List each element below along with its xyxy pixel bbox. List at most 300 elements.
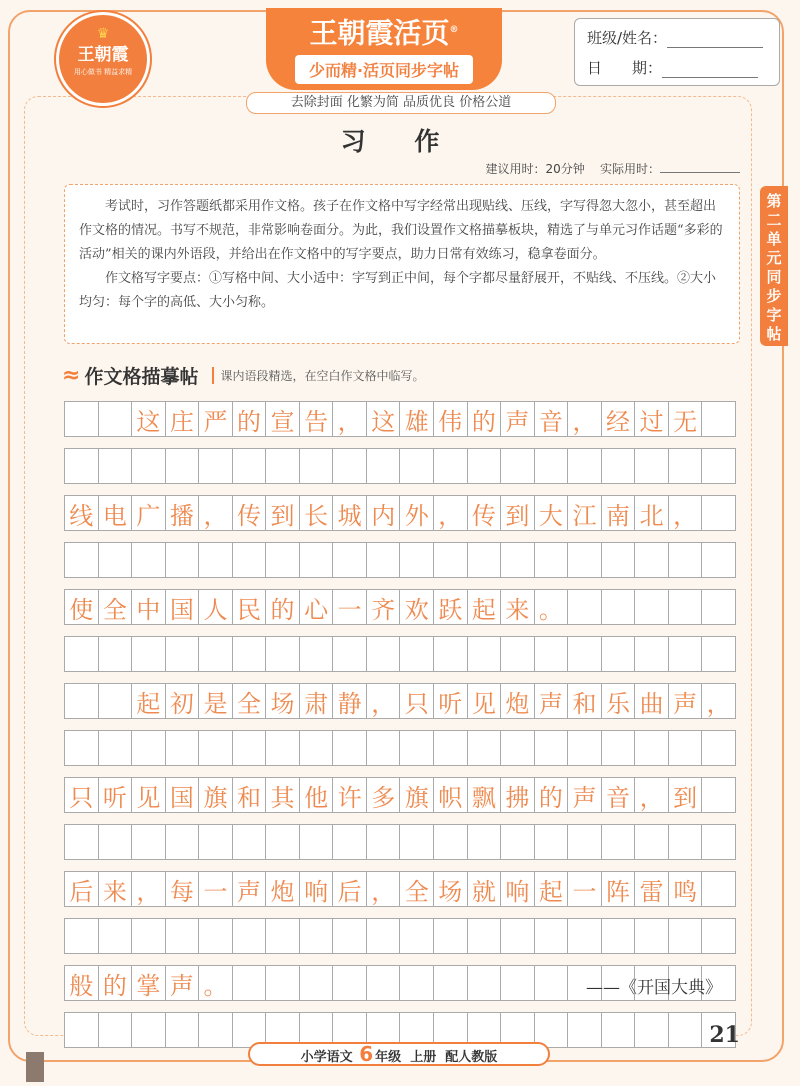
grid-cell[interactable] — [467, 448, 502, 484]
grid-cell[interactable] — [500, 918, 535, 954]
grid-cell[interactable] — [701, 448, 736, 484]
grid-cell[interactable] — [701, 918, 736, 954]
grid-cell[interactable] — [668, 824, 703, 860]
grid-cell[interactable] — [299, 730, 334, 766]
grid-cell[interactable] — [601, 636, 636, 672]
grid-cell[interactable] — [467, 542, 502, 578]
composition-grid — [64, 402, 736, 1060]
grid-cell[interactable]: 的 — [534, 777, 569, 813]
grid-cell[interactable] — [332, 448, 367, 484]
grid-cell[interactable]: 长 — [299, 495, 334, 531]
section-note: 课内语段精选，在空白作文格中临写。 — [212, 367, 424, 384]
grid-cell[interactable] — [64, 1012, 99, 1048]
grid-cell[interactable] — [198, 542, 233, 578]
grid-cell[interactable] — [433, 918, 468, 954]
grid-cell[interactable]: 肃 — [299, 683, 334, 719]
grid-cell[interactable] — [98, 401, 133, 437]
grid-cell[interactable]: 阵 — [601, 871, 636, 907]
grid-cell[interactable]: ， — [634, 777, 669, 813]
grid-cell[interactable]: 播 — [165, 495, 200, 531]
suggested-time: 建议用时：20分钟 — [485, 162, 585, 176]
grid-cell[interactable] — [299, 824, 334, 860]
grid-cell[interactable] — [567, 1012, 602, 1048]
grid-cell[interactable]: 的 — [232, 401, 267, 437]
grid-cell[interactable] — [366, 448, 401, 484]
grid-cell[interactable] — [534, 918, 569, 954]
grid-cell[interactable] — [567, 448, 602, 484]
grid-cell[interactable] — [265, 542, 300, 578]
grid-cell[interactable] — [98, 683, 133, 719]
grid-cell[interactable] — [399, 965, 434, 1001]
grid-cell[interactable]: 和 — [567, 683, 602, 719]
grid-cell[interactable] — [668, 542, 703, 578]
grid-cell[interactable]: 后 — [64, 871, 99, 907]
intro-paragraph: 考试时，习作答题纸都采用作文格。孩子在作文格中写字经常出现贴线、压线，字写得忽大忽小，甚至超出作文格的情况。书写不规范，非常影响卷面分。为此，我们设置作文格描摹板块，精选了与单元习作话题“多彩的活动”相关的课内外语段，并给出在作文格中的写字要点，助力日常有效练习，稳拿卷面分。 — [79, 199, 723, 262]
grid-cell[interactable] — [131, 1012, 166, 1048]
grid-cell[interactable] — [534, 824, 569, 860]
grid-cell[interactable]: 场 — [433, 871, 468, 907]
grid-cell[interactable]: 般 — [64, 965, 99, 1001]
actual-time-label: 实际用时： — [599, 162, 660, 176]
grid-cell[interactable] — [299, 918, 334, 954]
grid-cell[interactable] — [668, 918, 703, 954]
grid-row — [64, 496, 736, 531]
grid-cell[interactable]: 线 — [64, 495, 99, 531]
grid-cell[interactable]: 旗 — [399, 777, 434, 813]
grid-cell[interactable]: 过 — [634, 401, 669, 437]
grid-cell[interactable] — [165, 824, 200, 860]
grid-cell[interactable] — [634, 636, 669, 672]
grid-cell[interactable]: 告 — [299, 401, 334, 437]
grid-row — [64, 543, 736, 578]
grid-cell[interactable]: 。 — [534, 589, 569, 625]
grid-cell[interactable]: 一 — [332, 589, 367, 625]
grid-cell[interactable]: 其 — [265, 777, 300, 813]
grid-cell[interactable] — [701, 636, 736, 672]
grid-cell[interactable]: 见 — [131, 777, 166, 813]
grid-cell[interactable]: ， — [366, 871, 401, 907]
grid-cell[interactable]: 炮 — [500, 683, 535, 719]
grid-cell[interactable]: 这 — [131, 401, 166, 437]
grid-cell[interactable] — [64, 918, 99, 954]
grid-cell[interactable] — [131, 918, 166, 954]
grid-cell[interactable]: 起 — [467, 589, 502, 625]
grid-cell[interactable]: 声 — [500, 401, 535, 437]
grid-cell[interactable]: 每 — [165, 871, 200, 907]
grid-row — [64, 919, 736, 954]
grid-cell[interactable]: 传 — [467, 495, 502, 531]
grid-row — [64, 402, 736, 437]
grid-cell[interactable] — [701, 401, 736, 437]
grid-cell[interactable] — [64, 824, 99, 860]
grid-cell[interactable] — [399, 918, 434, 954]
grid-cell[interactable] — [299, 636, 334, 672]
grid-cell[interactable]: 内 — [366, 495, 401, 531]
grid-cell[interactable] — [601, 589, 636, 625]
grid-cell[interactable] — [131, 448, 166, 484]
grid-cell[interactable]: 和 — [232, 777, 267, 813]
grid-cell[interactable]: 旗 — [198, 777, 233, 813]
grid-cell[interactable]: ， — [198, 495, 233, 531]
grid-cell[interactable] — [433, 730, 468, 766]
banner-title: 王朝霞活页® — [309, 16, 459, 50]
grid-cell[interactable] — [332, 730, 367, 766]
grid-cell[interactable]: 无 — [668, 401, 703, 437]
grid-cell[interactable]: 的 — [467, 401, 502, 437]
grid-cell[interactable] — [701, 824, 736, 860]
grid-row — [64, 778, 736, 813]
grid-cell[interactable] — [567, 730, 602, 766]
grid-cell[interactable] — [64, 636, 99, 672]
grid-cell[interactable] — [98, 730, 133, 766]
grid-cell[interactable] — [634, 589, 669, 625]
grid-cell[interactable]: 雄 — [399, 401, 434, 437]
grid-cell[interactable]: 跃 — [433, 589, 468, 625]
time-hint — [485, 160, 740, 177]
grid-cell[interactable] — [601, 542, 636, 578]
grid-cell[interactable] — [668, 448, 703, 484]
grid-cell[interactable]: 庄 — [165, 401, 200, 437]
grid-cell[interactable] — [332, 965, 367, 1001]
grid-cell[interactable] — [567, 542, 602, 578]
grid-cell[interactable] — [601, 918, 636, 954]
grid-cell[interactable] — [467, 918, 502, 954]
logo-text: 王朝霞 — [77, 45, 129, 65]
writing-tips: 作文格写字要点：①写格中间、大小适中：字写到正中间，每个字都尽量舒展开，不贴线、不压线。②大小均匀：每个字的高低、大小匀称。 — [79, 271, 717, 310]
grid-cell[interactable]: ， — [433, 495, 468, 531]
grid-cell[interactable] — [567, 824, 602, 860]
grid-cell[interactable] — [500, 965, 535, 1001]
grid-cell[interactable]: 他 — [299, 777, 334, 813]
grid-cell[interactable]: 只 — [399, 683, 434, 719]
grid-cell[interactable]: 中 — [131, 589, 166, 625]
grid-cell[interactable] — [366, 824, 401, 860]
grid-cell[interactable]: 声 — [668, 683, 703, 719]
grid-cell[interactable] — [366, 542, 401, 578]
grid-cell[interactable] — [500, 542, 535, 578]
grid-cell[interactable] — [433, 965, 468, 1001]
grid-cell[interactable] — [198, 824, 233, 860]
grid-cell[interactable]: 外 — [399, 495, 434, 531]
grid-cell[interactable] — [366, 730, 401, 766]
grid-cell[interactable] — [98, 448, 133, 484]
grid-cell[interactable]: 。 — [198, 965, 233, 1001]
grid-row — [64, 966, 736, 1001]
grid-cell[interactable]: 是 — [198, 683, 233, 719]
grid-cell[interactable] — [299, 542, 334, 578]
actual-time-field[interactable] — [660, 160, 740, 173]
grid-cell[interactable] — [198, 1012, 233, 1048]
grid-cell[interactable] — [500, 730, 535, 766]
grid-cell[interactable] — [232, 918, 267, 954]
grid-cell[interactable]: 声 — [567, 777, 602, 813]
grid-cell[interactable] — [634, 918, 669, 954]
grid-cell[interactable]: 国 — [165, 589, 200, 625]
grid-cell[interactable]: 的 — [98, 965, 133, 1001]
grid-cell[interactable] — [701, 777, 736, 813]
grid-cell[interactable] — [500, 448, 535, 484]
grid-cell[interactable] — [500, 824, 535, 860]
grid-cell[interactable] — [500, 636, 535, 672]
grid-cell[interactable] — [165, 918, 200, 954]
grid-cell[interactable] — [601, 824, 636, 860]
grid-cell[interactable] — [299, 965, 334, 1001]
grid-cell[interactable]: 的 — [265, 589, 300, 625]
grid-cell[interactable] — [534, 448, 569, 484]
grid-cell[interactable] — [165, 542, 200, 578]
grid-row — [64, 731, 736, 766]
grid-cell[interactable] — [98, 542, 133, 578]
grid-cell[interactable]: 拂 — [500, 777, 535, 813]
grid-cell[interactable]: ， — [366, 683, 401, 719]
grid-cell[interactable]: ， — [131, 871, 166, 907]
grid-cell[interactable]: 帜 — [433, 777, 468, 813]
wave-icon: ≈ — [62, 362, 81, 388]
slogan: 去除封面 化繁为简 品质优良 价格公道 — [246, 92, 556, 114]
grid-cell[interactable]: 见 — [467, 683, 502, 719]
grid-cell[interactable] — [634, 448, 669, 484]
grid-cell[interactable] — [265, 730, 300, 766]
grid-cell[interactable]: 乐 — [601, 683, 636, 719]
grid-cell[interactable]: 音 — [601, 777, 636, 813]
grid-cell[interactable]: 国 — [165, 777, 200, 813]
grid-cell[interactable] — [332, 918, 367, 954]
grid-cell[interactable] — [198, 636, 233, 672]
grid-cell[interactable] — [98, 824, 133, 860]
grid-cell[interactable] — [265, 636, 300, 672]
grid-cell[interactable] — [198, 448, 233, 484]
grid-cell[interactable] — [64, 448, 99, 484]
grid-cell[interactable] — [534, 636, 569, 672]
brand-banner — [266, 8, 502, 90]
grid-cell[interactable]: 齐 — [366, 589, 401, 625]
grid-cell[interactable]: 大 — [534, 495, 569, 531]
grid-cell[interactable]: 就 — [467, 871, 502, 907]
grid-cell[interactable] — [366, 965, 401, 1001]
grid-cell[interactable] — [433, 824, 468, 860]
crown-icon: ♛ — [96, 26, 110, 42]
grid-cell[interactable]: 雷 — [634, 871, 669, 907]
grid-cell[interactable] — [467, 824, 502, 860]
grid-cell[interactable]: 初 — [165, 683, 200, 719]
grid-cell[interactable] — [299, 448, 334, 484]
section-header — [62, 360, 424, 390]
grid-cell[interactable] — [232, 636, 267, 672]
grid-cell[interactable] — [399, 448, 434, 484]
grid-cell[interactable]: 响 — [500, 871, 535, 907]
class-name-field[interactable] — [667, 31, 763, 48]
grid-cell[interactable] — [567, 918, 602, 954]
grid-cell[interactable]: 飘 — [467, 777, 502, 813]
grid-cell[interactable]: 起 — [131, 683, 166, 719]
grid-cell[interactable]: 起 — [534, 871, 569, 907]
grid-cell[interactable] — [433, 448, 468, 484]
grid-cell[interactable]: 电 — [98, 495, 133, 531]
grid-cell[interactable] — [601, 1012, 636, 1048]
grid-cell[interactable]: 来 — [500, 589, 535, 625]
grid-cell[interactable] — [634, 542, 669, 578]
grid-cell[interactable]: 鸣 — [668, 871, 703, 907]
grid-cell[interactable] — [64, 730, 99, 766]
grid-cell[interactable] — [198, 730, 233, 766]
footer-grade-word: 年级 — [375, 1050, 402, 1065]
grid-row — [64, 872, 736, 907]
grid-cell[interactable]: 许 — [332, 777, 367, 813]
grid-cell[interactable]: 场 — [265, 683, 300, 719]
grid-cell[interactable]: 声 — [165, 965, 200, 1001]
grid-cell[interactable]: 传 — [232, 495, 267, 531]
grid-cell[interactable]: 全 — [98, 589, 133, 625]
grid-cell[interactable] — [332, 636, 367, 672]
grid-cell[interactable] — [165, 1012, 200, 1048]
grid-cell[interactable] — [399, 730, 434, 766]
grid-cell[interactable] — [131, 730, 166, 766]
grid-cell[interactable] — [64, 542, 99, 578]
grid-cell[interactable] — [64, 401, 99, 437]
grid-cell[interactable] — [668, 1012, 703, 1048]
date-label: 日 期： — [587, 59, 663, 77]
grid-cell[interactable]: 静 — [332, 683, 367, 719]
grid-cell[interactable] — [131, 542, 166, 578]
grid-cell[interactable] — [332, 542, 367, 578]
grid-cell[interactable]: 曲 — [634, 683, 669, 719]
intro-box — [64, 184, 740, 344]
grid-cell[interactable]: 宣 — [265, 401, 300, 437]
grid-cell[interactable]: 听 — [98, 777, 133, 813]
grid-cell[interactable] — [64, 683, 99, 719]
grid-cell[interactable] — [366, 636, 401, 672]
date-field[interactable] — [662, 61, 758, 78]
grid-cell[interactable] — [366, 918, 401, 954]
grid-cell[interactable]: 掌 — [131, 965, 166, 1001]
grid-cell[interactable] — [634, 824, 669, 860]
grid-cell[interactable] — [265, 918, 300, 954]
grid-cell[interactable]: ， — [332, 401, 367, 437]
grid-cell[interactable]: 全 — [399, 871, 434, 907]
grid-cell[interactable] — [534, 542, 569, 578]
grid-cell[interactable] — [265, 824, 300, 860]
grid-cell[interactable]: 全 — [232, 683, 267, 719]
grid-cell[interactable]: 到 — [668, 777, 703, 813]
grid-cell[interactable] — [467, 730, 502, 766]
grid-cell[interactable] — [232, 542, 267, 578]
grid-cell[interactable]: 一 — [198, 871, 233, 907]
grid-cell[interactable]: 南 — [601, 495, 636, 531]
grid-cell[interactable] — [232, 448, 267, 484]
grid-cell[interactable]: 民 — [232, 589, 267, 625]
grid-cell[interactable] — [668, 730, 703, 766]
grid-cell[interactable]: ， — [701, 683, 736, 719]
unit-side-tab: 第二单元同步字帖 — [760, 186, 788, 346]
grid-cell[interactable] — [634, 730, 669, 766]
footer-edition: 配人教版 — [445, 1050, 498, 1065]
grid-cell[interactable]: ， — [668, 495, 703, 531]
grid-cell[interactable]: 响 — [299, 871, 334, 907]
grid-cell[interactable] — [668, 589, 703, 625]
grid-row — [64, 449, 736, 484]
grid-cell[interactable] — [601, 448, 636, 484]
page-title: 习 作 — [340, 127, 460, 156]
grid-cell[interactable] — [534, 965, 569, 1001]
grid-cell[interactable] — [332, 824, 367, 860]
grid-cell[interactable] — [399, 636, 434, 672]
grid-cell[interactable]: 这 — [366, 401, 401, 437]
grid-cell[interactable] — [399, 824, 434, 860]
grid-cell[interactable] — [668, 636, 703, 672]
grid-cell[interactable] — [433, 542, 468, 578]
grid-cell[interactable]: 经 — [601, 401, 636, 437]
grid-cell[interactable]: 欢 — [399, 589, 434, 625]
grid-cell[interactable]: 使 — [64, 589, 99, 625]
grid-row — [64, 590, 736, 625]
grid-cell[interactable] — [567, 589, 602, 625]
grid-cell[interactable]: 北 — [634, 495, 669, 531]
grid-cell[interactable]: 人 — [198, 589, 233, 625]
grid-cell[interactable] — [165, 636, 200, 672]
grid-cell[interactable]: 听 — [433, 683, 468, 719]
grid-cell[interactable]: 声 — [534, 683, 569, 719]
grid-cell[interactable] — [98, 636, 133, 672]
grid-cell[interactable] — [198, 918, 233, 954]
grid-cell[interactable] — [165, 730, 200, 766]
grid-cell[interactable]: 广 — [131, 495, 166, 531]
grid-cell[interactable] — [232, 824, 267, 860]
grid-cell[interactable] — [232, 730, 267, 766]
grid-cell[interactable]: 到 — [265, 495, 300, 531]
grid-cell[interactable] — [232, 965, 267, 1001]
grid-cell[interactable]: 江 — [567, 495, 602, 531]
grid-cell[interactable] — [467, 636, 502, 672]
grid-cell[interactable]: 心 — [299, 589, 334, 625]
grid-cell[interactable]: 后 — [332, 871, 367, 907]
grid-cell[interactable] — [265, 448, 300, 484]
grid-cell[interactable] — [165, 448, 200, 484]
grid-cell[interactable]: 伟 — [433, 401, 468, 437]
grid-cell[interactable] — [265, 965, 300, 1001]
grid-cell[interactable]: 只 — [64, 777, 99, 813]
grid-cell[interactable] — [399, 542, 434, 578]
grid-cell[interactable] — [601, 730, 636, 766]
grid-cell[interactable] — [567, 636, 602, 672]
grid-cell[interactable]: 来 — [98, 871, 133, 907]
grid-cell[interactable] — [701, 871, 736, 907]
grid-cell[interactable]: 多 — [366, 777, 401, 813]
grid-cell[interactable] — [534, 730, 569, 766]
date-row — [587, 57, 758, 78]
grid-cell[interactable] — [701, 495, 736, 531]
grid-cell[interactable] — [701, 542, 736, 578]
grid-cell[interactable] — [433, 636, 468, 672]
grid-cell[interactable] — [701, 589, 736, 625]
grid-cell[interactable] — [131, 636, 166, 672]
grid-cell[interactable]: 一 — [567, 871, 602, 907]
grid-cell[interactable]: 严 — [198, 401, 233, 437]
grid-cell[interactable] — [98, 918, 133, 954]
grid-cell[interactable]: 到 — [500, 495, 535, 531]
grid-cell[interactable] — [98, 1012, 133, 1048]
grid-cell[interactable]: ， — [567, 401, 602, 437]
grid-cell[interactable]: 炮 — [265, 871, 300, 907]
grid-cell[interactable] — [701, 730, 736, 766]
class-name-row — [587, 27, 763, 48]
grid-cell[interactable] — [467, 965, 502, 1001]
grid-cell[interactable] — [131, 824, 166, 860]
grid-cell[interactable] — [634, 1012, 669, 1048]
grid-cell[interactable]: 音 — [534, 401, 569, 437]
grid-row — [64, 684, 736, 719]
grid-cell[interactable]: 城 — [332, 495, 367, 531]
grid-cell[interactable]: 声 — [232, 871, 267, 907]
